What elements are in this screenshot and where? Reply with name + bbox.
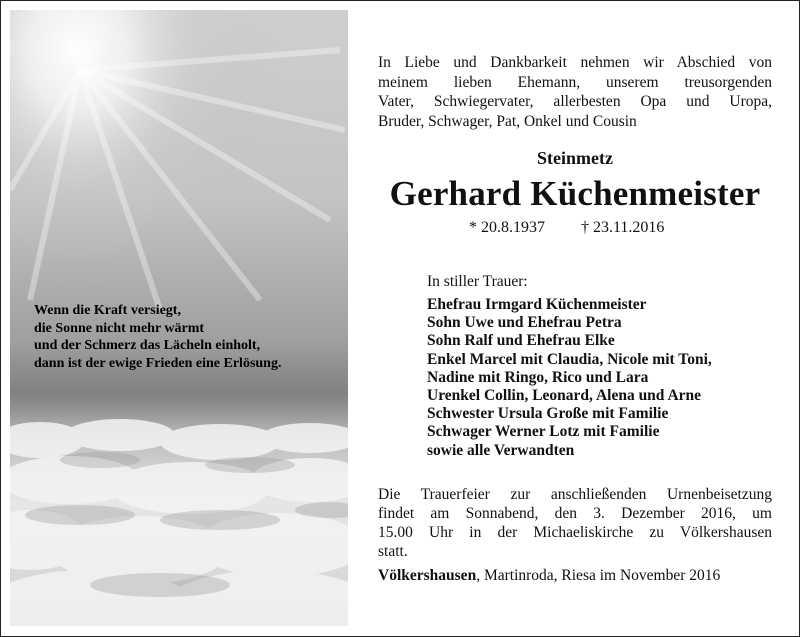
intro-line: Vater, Schwiegervater, allerbesten Opa und Uropa, [378, 93, 772, 110]
funeral-info [378, 485, 772, 561]
mourner-entry: Nadine mit Ringo, Rico und Lara [427, 368, 649, 386]
mourner-entry: Schwager Werner Lotz mit Familie [427, 423, 660, 441]
sky-clouds-photo [10, 10, 348, 626]
life-dates [469, 219, 664, 237]
mourners-list [427, 296, 712, 460]
places-date-line [378, 567, 772, 585]
funeral-line: 15.00 Uhr in der Michaeliskirche zu Völkershausen [378, 524, 772, 541]
mourner-entry: Sohn Uwe und Ehefrau Petra [427, 314, 622, 332]
funeral-line: Die Trauerfeier zur anschließenden Urnenbeisetzung [378, 486, 772, 503]
quote-line: Wenn die Kraft versiegt, [34, 303, 181, 318]
mourner-entry: sowie alle Verwandten [427, 441, 575, 459]
funeral-line: statt. [378, 543, 408, 560]
birth-date: * 20.8.1937 [469, 219, 545, 236]
intro-line: In Liebe und Dankbarkeit nehmen wir Abschied von [378, 54, 772, 71]
deceased-profession: Steinmetz [537, 148, 613, 168]
intro-line: meinem lieben Ehemann, unserem treusorgenden [378, 73, 772, 91]
place-rest: , Martinroda, Riesa im November 2016 [476, 567, 721, 584]
deceased-name: Gerhard Küchenmeister [389, 174, 761, 213]
intro-paragraph [378, 53, 772, 131]
quote-line: und der Schmerz das Lächeln einholt, [34, 338, 261, 353]
place-main: Völkershausen [378, 567, 477, 584]
intro-line: Bruder, Schwager, Pat, Onkel und Cousin [378, 112, 637, 130]
quote-line: die Sonne nicht mehr wärmt [34, 320, 205, 336]
quote-line: dann ist der ewige Frieden eine Erlösung. [34, 355, 282, 371]
death-date: † 23.11.2016 [581, 219, 665, 236]
mourner-entry: Enkel Marcel mit Claudia, Nicole mit Toni, [427, 350, 712, 368]
mourner-entry: Schwester Ursula Große mit Familie [427, 405, 669, 423]
mourner-entry: Sohn Ralf und Ehefrau Elke [427, 332, 615, 350]
memorial-quote [34, 302, 281, 372]
funeral-line: findet am Sonnabend, den 3. Dezember 2016, um [378, 505, 772, 522]
mourner-entry: Urenkel Collin, Leonard, Alena und Arne [427, 387, 702, 405]
mourner-entry: Ehefrau Irmgard Küchenmeister [427, 296, 647, 313]
mourners-heading: In stiller Trauer: [427, 273, 528, 290]
